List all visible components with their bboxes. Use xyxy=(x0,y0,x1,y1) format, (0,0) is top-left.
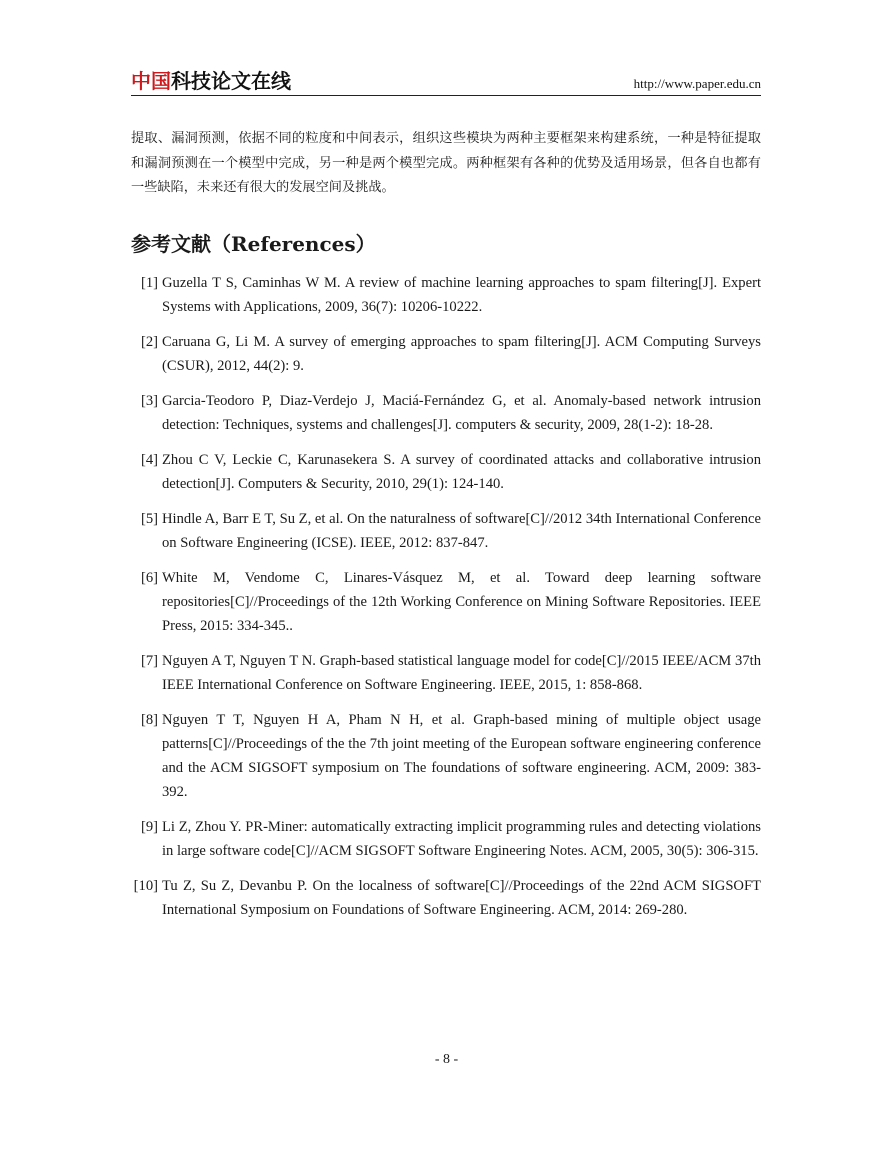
reference-item xyxy=(131,390,761,438)
reference-item xyxy=(131,709,761,804)
reference-text: Tu Z, Su Z, Devanbu P. On the localness of software[C]//Proceedings of the 22nd ACM SIGSOFT International Symposium on Foundations of Software Engineering. ACM, 2014: 269-280. xyxy=(162,878,761,919)
reference-number: [8] xyxy=(140,712,158,729)
reference-item xyxy=(131,816,761,864)
reference-item xyxy=(131,272,761,320)
reference-text: Li Z, Zhou Y. PR-Miner: automatically extracting implicit programming rules and detecting violations in large software code[C]//ACM SIGSOFT Software Engineering Notes. ACM, 2005, 30(5): 306-315. xyxy=(162,819,761,859)
reference-item xyxy=(131,875,761,923)
reference-text: Hindle A, Barr E T, Su Z, et al. On the naturalness of software[C]//2012 34th International Conference on Software Engineering (ICSE). IEEE, 2012: 837-847. xyxy=(162,511,761,552)
reference-item xyxy=(131,650,761,698)
reference-number: [5] xyxy=(140,511,158,528)
reference-item xyxy=(131,567,761,638)
site-logo xyxy=(131,68,291,94)
reference-text: Zhou C V, Leckie C, Karunasekera S. A survey of coordinated attacks and collaborative intrusion detection[J]. Computers & Security, 2010, 29(1): 124-140. xyxy=(162,452,761,493)
reference-number: [1] xyxy=(140,275,158,291)
reference-item xyxy=(131,508,761,556)
reference-number: [2] xyxy=(140,334,158,351)
logo-red-text: 中国 xyxy=(131,69,171,93)
reference-text: Nguyen A T, Nguyen T N. Graph-based statistical language model for code[C]//2015 IEEE/ACM 37th IEEE International Conference on Software Engineering. IEEE, 2015, 1: 858-868. xyxy=(162,653,761,694)
reference-number: [10] xyxy=(133,878,158,895)
reference-number: [9] xyxy=(140,819,158,836)
reference-text: Guzella T S, Caminhas W M. A review of machine learning approaches to spam filtering[J]. Expert Systems with Applications, 2009, 36(7): 10206-10222. xyxy=(162,275,761,315)
page-header xyxy=(131,68,761,96)
logo-black-text: 科技论文在线 xyxy=(171,69,291,93)
reference-number: [3] xyxy=(140,393,158,410)
reference-number: [6] xyxy=(140,570,158,587)
reference-number: [7] xyxy=(140,653,158,670)
intro-paragraph: 提取、漏洞预测，依据不同的粒度和中间表示，组织这些模块为两种主要框架来构建系统，一种是特征提取和漏洞预测在一个模型中完成，另一种是两个模型完成。两种框架有各种的优势及适用场景，但各自也都有一些缺陷，未来还有很大的发展空间及挑战。 xyxy=(131,131,761,195)
reference-list xyxy=(131,272,761,934)
reference-item xyxy=(131,449,761,497)
reference-text: Caruana G, Li M. A survey of emerging approaches to spam filtering[J]. ACM Computing Surveys (CSUR), 2012, 44(2): 9. xyxy=(162,334,761,374)
header-divider xyxy=(131,95,761,96)
header-url-link[interactable]: http://www.paper.edu.cn xyxy=(633,76,761,91)
reference-number: [4] xyxy=(140,452,158,469)
reference-item xyxy=(131,331,761,379)
page-number: - 8 - xyxy=(434,1052,459,1067)
reference-text: Garcia-Teodoro P, Diaz-Verdejo J, Maciá-Fernández G, et al. Anomaly-based network intrusion detection: Techniques, systems and challenges[J]. computers & security, 2009, 28(1-2): 18-28. xyxy=(162,393,761,433)
reference-text: Nguyen T T, Nguyen H A, Pham N H, et al. Graph-based mining of multiple object usage patterns[C]//Proceedings of the the 7th joint meeting of the European software engineering conference and the ACM SIGSOFT symposium on The foundations of software engineering. ACM, 2009: 383-392. xyxy=(162,712,761,800)
reference-text: White M, Vendome C, Linares-Vásquez M, et al. Toward deep learning software repositories[C]//Proceedings of the 12th Working Conference on Mining Software Repositories. IEEE Press, 2015: 334-345.. xyxy=(162,570,761,635)
section-title: 参考文献（References） xyxy=(131,232,376,256)
